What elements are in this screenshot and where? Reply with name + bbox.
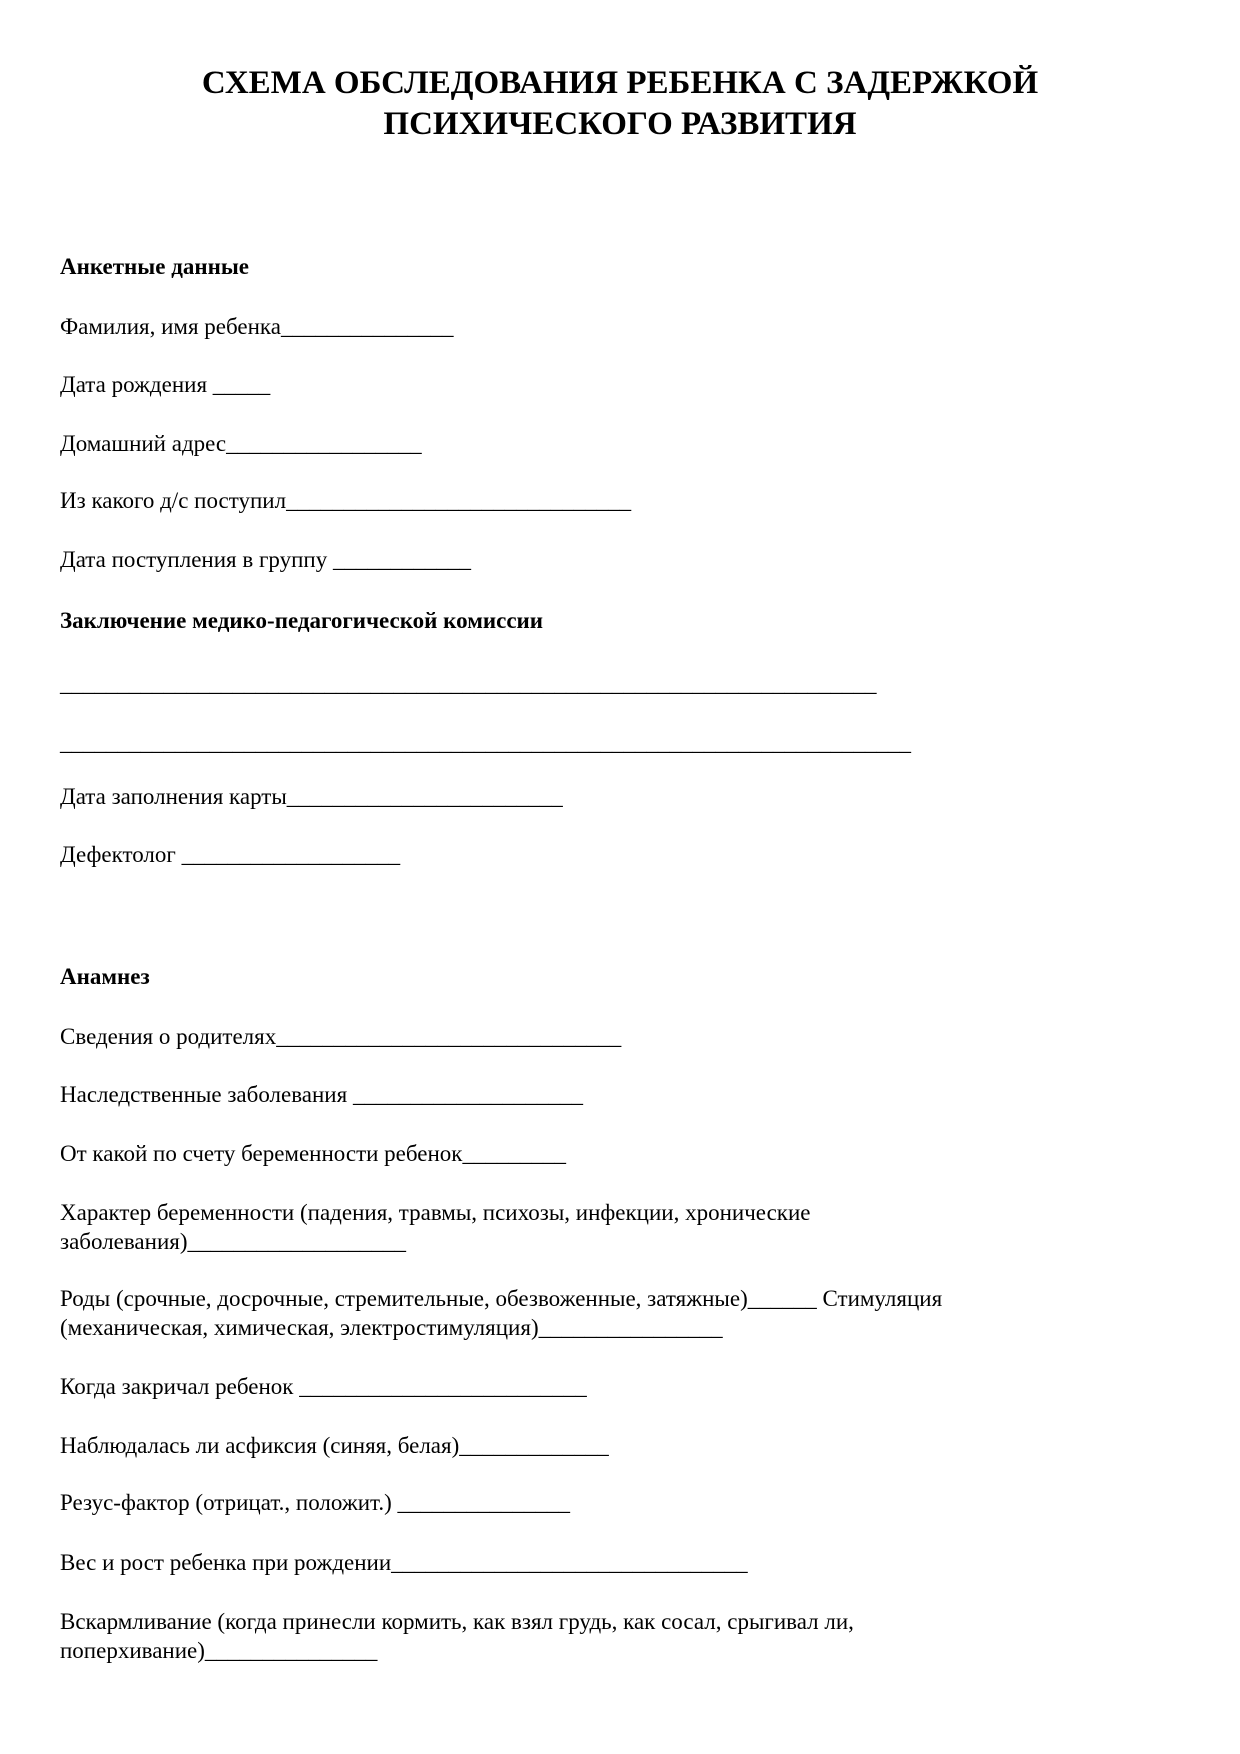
field-asphyxia[interactable] (60, 1431, 609, 1460)
field-label: Роды (срочные, досрочные, стремительные, обезвоженные, затяжные) (60, 1286, 748, 1311)
field-blank[interactable]: ___________________ (187, 1229, 406, 1254)
field-blank[interactable]: _______________ (280, 314, 454, 339)
field-home-address[interactable] (60, 429, 422, 458)
field-pregnancy-number[interactable] (60, 1139, 566, 1168)
field-blank[interactable]: ____________ (332, 547, 471, 572)
field-label: Вскармливание (когда принесли кормить, как взял грудь, как сосал, срыгивал ли, (60, 1609, 854, 1634)
conclusion-blank-line-1[interactable]: _______________________________________________________________________ (60, 671, 877, 696)
field-blank[interactable]: _______________ (204, 1638, 378, 1663)
field-label-continued: заболевания) (60, 1229, 188, 1254)
field-label: Резус-фактор (отрицат., положит.) (60, 1490, 398, 1515)
field-label: Наследственные заболевания (60, 1082, 353, 1107)
field-card-fill-date[interactable] (60, 782, 563, 811)
field-defectologist[interactable] (60, 840, 400, 869)
field-blank[interactable]: ________________________ (286, 784, 563, 809)
field-previous-kindergarten[interactable] (60, 486, 631, 515)
field-feeding[interactable] (60, 1607, 854, 1665)
field-blank[interactable]: ______________________________ (286, 488, 632, 513)
field-label: Дата рождения (60, 372, 213, 397)
field-pregnancy-character[interactable] (60, 1198, 810, 1256)
field-label: Наблюдалась ли асфиксия (синяя, белая) (60, 1433, 460, 1458)
field-label: Характер беременности (падения, травмы, психозы, инфекции, хронические (60, 1200, 811, 1225)
field-birth-date[interactable] (60, 370, 270, 399)
field-label: Дата поступления в группу (60, 547, 333, 572)
field-label: Дефектолог (60, 842, 182, 867)
field-label: Когда закричал ребенок (60, 1374, 300, 1399)
field-label-stimulation: Стимуляция (816, 1286, 943, 1311)
section-heading-commission-conclusion: Заключение медико-педагогической комиссии (60, 608, 544, 633)
field-blank[interactable]: _______________________________ (391, 1550, 748, 1575)
field-label: От какой по счету беременности ребенок (60, 1141, 463, 1166)
field-blank[interactable]: _______________ (397, 1490, 571, 1515)
section-heading-anamnesis: Анамнез (60, 964, 150, 989)
field-label: Фамилия, имя ребенка (60, 314, 281, 339)
field-group-admission-date[interactable] (60, 545, 471, 574)
document-title-line-1: СХЕМА ОБСЛЕДОВАНИЯ РЕБЕНКА С ЗАДЕРЖКОЙ (201, 65, 1039, 101)
field-label-continued: поперхивание) (60, 1638, 205, 1663)
field-label: Вес и рост ребенка при рождении (60, 1550, 392, 1575)
field-blank[interactable]: _____ (212, 372, 271, 397)
field-rh-factor[interactable] (60, 1488, 570, 1517)
field-blank[interactable]: _____________ (459, 1433, 609, 1458)
section-heading-personal-data: Анкетные данные (60, 254, 250, 279)
field-birth-type[interactable] (60, 1284, 942, 1342)
field-blank[interactable]: _________________________ (299, 1374, 587, 1399)
field-birth-weight-height[interactable] (60, 1548, 748, 1577)
field-blank[interactable]: _________ (462, 1141, 566, 1166)
conclusion-blank-line-2[interactable]: __________________________________________________________________________ (60, 730, 911, 755)
field-hereditary-diseases[interactable] (60, 1080, 583, 1109)
field-label: Сведения о родителях (60, 1024, 277, 1049)
field-blank[interactable]: ___________________ (181, 842, 401, 867)
field-blank-stimulation[interactable]: ________________ (538, 1315, 723, 1340)
document-title-line-2: ПСИХИЧЕСКОГО РАЗВИТИЯ (383, 106, 857, 142)
field-label-continued: (механическая, химическая, электростимуляция) (60, 1315, 539, 1340)
field-parents-info[interactable] (60, 1022, 621, 1051)
field-blank[interactable]: ______ (747, 1286, 817, 1311)
field-blank[interactable]: ____________________ (352, 1082, 583, 1107)
field-child-name[interactable] (60, 312, 453, 341)
field-label: Из какого д/с поступил (60, 488, 287, 513)
field-first-cry[interactable] (60, 1372, 587, 1401)
field-blank[interactable]: ______________________________ (276, 1024, 622, 1049)
field-blank[interactable]: _________________ (226, 431, 422, 456)
field-label: Домашний адрес (60, 431, 227, 456)
field-label: Дата заполнения карты (60, 784, 287, 809)
